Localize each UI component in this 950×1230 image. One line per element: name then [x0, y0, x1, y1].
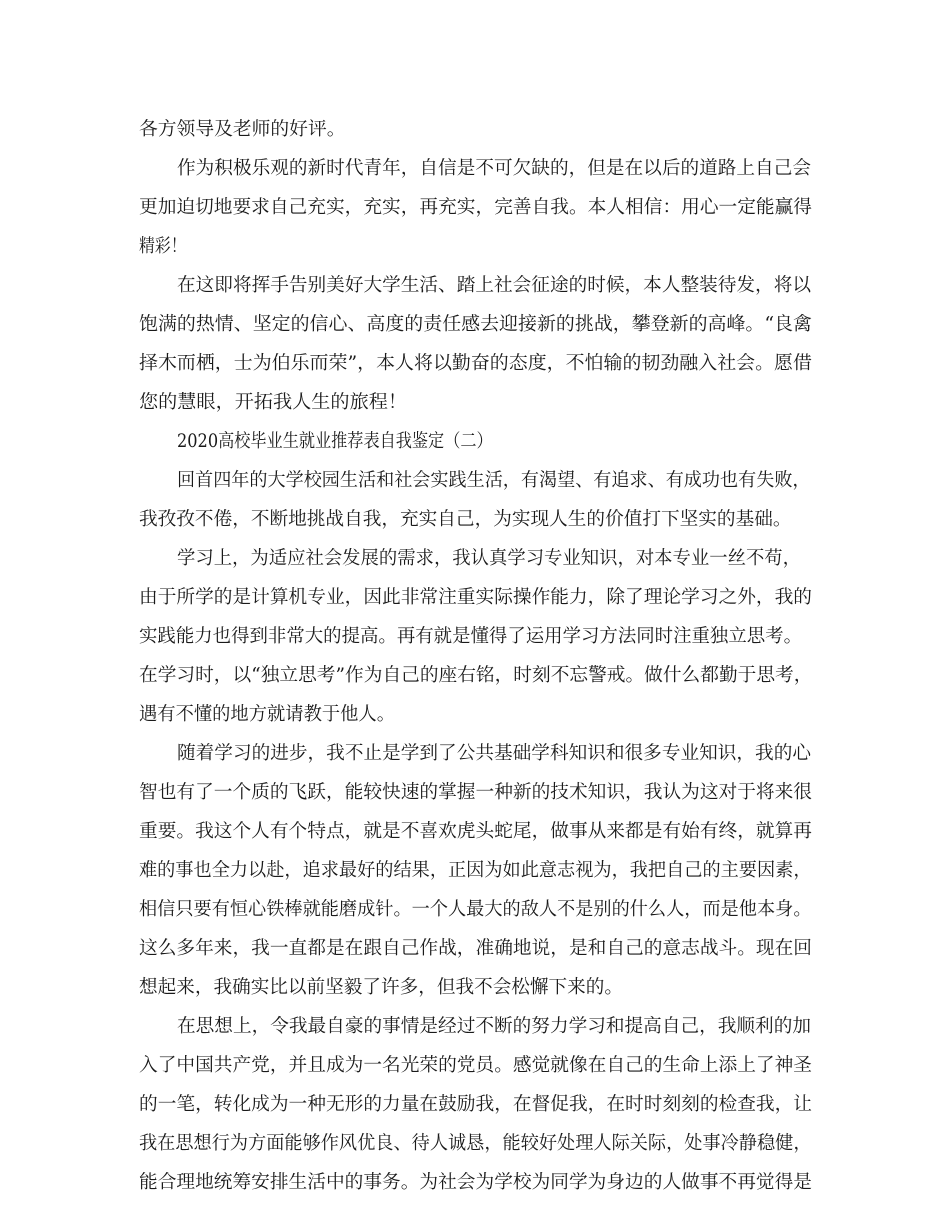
paragraph-first-line: 学习上，为适应社会发展的需求，我认真学习专业知识，对本专业一丝不苟， [177, 548, 802, 569]
body-text-line: 您的慧眼，开拓我人生的旅程！ [139, 392, 408, 413]
body-text-line: 更加迫切地要求自己充实，充实，再充实，完善自我。本人相信：用心一定能赢得 [139, 197, 813, 218]
body-text-line: 的一笔，转化成为一种无形的力量在鼓励我，在督促我，在时时刻刻的检查我，让 [139, 1094, 813, 1115]
paragraph-first-line: 作为积极乐观的新时代青年，自信是不可欠缺的，但是在以后的道路上自己会 [177, 158, 812, 179]
body-text-line: 由于所学的是计算机专业，因此非常注重实际操作能力，除了理论学习之外，我的 [139, 587, 813, 608]
body-text-line: 在学习时，以“独立思考”作为自己的座右铭，时刻不忘警戒。做什么都勤于思考， [139, 665, 813, 686]
section-heading: 2020高校毕业生就业推荐表自我鉴定（二） [177, 431, 493, 452]
body-text-line: 饱满的热情、坚定的信心、高度的责任感去迎接新的挑战，攀登新的高峰。“良禽 [139, 314, 812, 335]
body-text-line: 能合理地统筹安排生活中的事务。为社会为学校为同学为身边的人做事不再觉得是 [139, 1172, 813, 1193]
body-text-line: 我孜孜不倦，不断地挑战自我，充实自己，为实现人生的价值打下坚实的基础。 [139, 509, 792, 530]
body-text-line: 相信只要有恒心铁棒就能磨成针。一个人最大的敌人不是别的什么人，而是他本身。 [139, 899, 812, 920]
paragraph-first-line: 在这即将挥手告别美好大学生活、踏上社会征途的时候，本人整装待发，将以 [177, 275, 812, 296]
paragraph-first-line: 在思想上，令我最自豪的事情是经过不断的努力学习和提高自己，我顺利的加 [177, 1016, 812, 1037]
body-text-line: 各方领导及老师的好评。 [139, 119, 346, 140]
body-text-line: 难的事也全力以赴，追求最好的结果，正因为如此意志视为，我把自己的主要因素， [139, 860, 812, 881]
body-text-line: 实践能力也得到非常大的提高。再有就是懂得了运用学习方法同时注重独立思考。 [139, 626, 803, 647]
body-text-line: 择木而栖，士为伯乐而荣”，本人将以勤奋的态度，不怕输的韧劲融入社会。愿借 [139, 353, 812, 374]
body-text-line: 遇有不懂的地方就请教于他人。 [139, 704, 396, 725]
body-text-line: 想起来，我确实比以前坚毅了许多，但我不会松懈下来的。 [139, 977, 624, 998]
body-text-line: 重要。我这个人有个特点，就是不喜欢虎头蛇尾，做事从来都是有始有终，就算再 [139, 821, 813, 842]
body-text-line: 智也有了一个质的飞跃，能较快速的掌握一种新的技术知识，我认为这对于将来很 [139, 782, 813, 803]
body-text-line: 入了中国共产党，并且成为一名光荣的党员。感觉就像在自己的生命上添上了神圣 [139, 1055, 813, 1076]
paragraph-first-line: 随着学习的进步，我不止是学到了公共基础学科知识和很多专业知识，我的心 [177, 743, 812, 764]
body-text-line: 这么多年来，我一直都是在跟自己作战，准确地说，是和自己的意志战斗。现在回 [139, 938, 813, 959]
paragraph-first-line: 回首四年的大学校园生活和社会实践生活，有渴望、有追求、有成功也有失败， [177, 470, 811, 491]
body-text-line: 我在思想行为方面能够作风优良、待人诚恳，能较好处理人际关际，处事冷静稳健， [139, 1133, 812, 1154]
body-text-line: 精彩！ [139, 236, 187, 257]
